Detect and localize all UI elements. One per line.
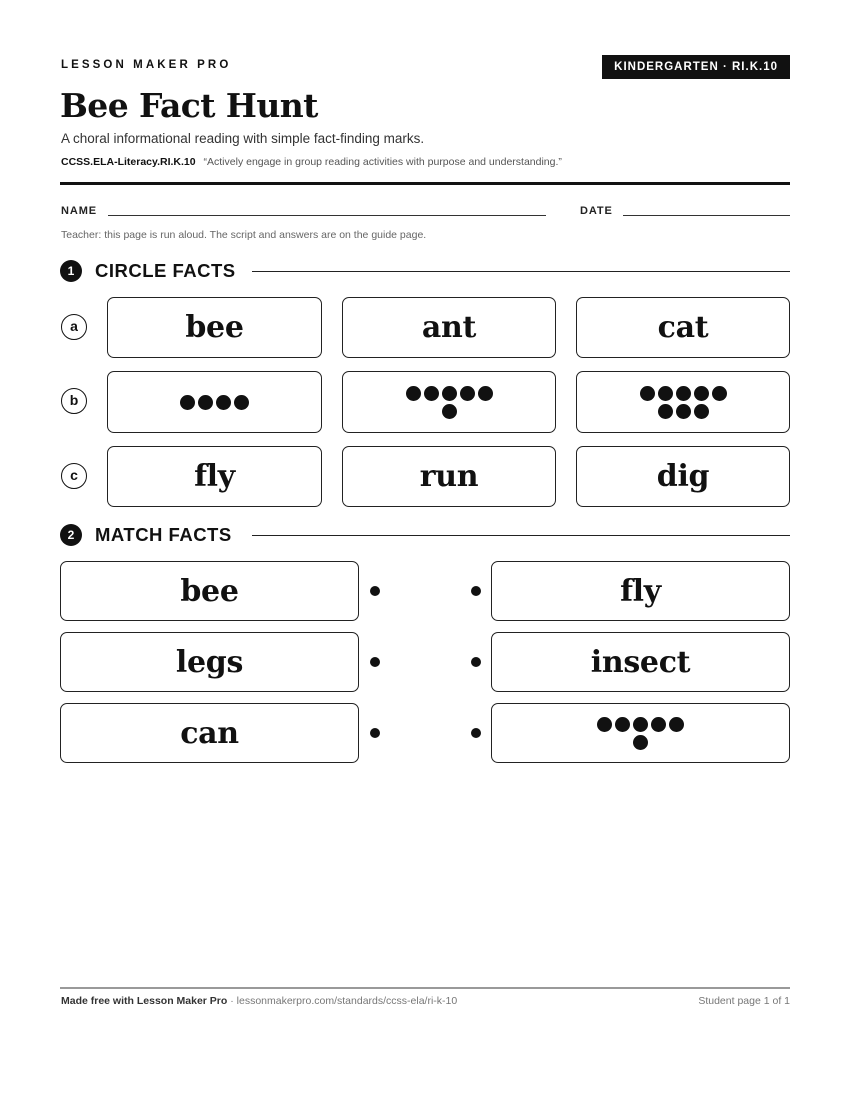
teacher-note: Teacher: this page is run aloud. The script and answers are on the guide page. (61, 229, 427, 241)
count-dot (442, 404, 457, 419)
choice-box[interactable] (107, 371, 322, 433)
count-dot (640, 386, 655, 401)
footer-made-with: Made free with Lesson Maker Pro (61, 995, 228, 1007)
count-dot (694, 386, 709, 401)
choice-word: fly (194, 459, 235, 494)
row-letter-c: c (61, 463, 87, 489)
dot-row (406, 386, 493, 401)
choice-box[interactable] (107, 446, 322, 507)
section-number-badge: 2 (60, 524, 82, 546)
footer-credit (61, 995, 457, 1007)
section-circle-facts-header (60, 259, 790, 283)
section-divider (252, 271, 790, 272)
choice-box[interactable] (107, 297, 322, 358)
count-dot (216, 395, 231, 410)
match-right-box[interactable] (491, 703, 790, 763)
footer-divider (60, 987, 790, 989)
footer-url[interactable]: · lessonmakerpro.com/standards/ccss-ela/ri-k-10 (227, 995, 458, 1007)
count-dot (633, 735, 648, 750)
choice-box[interactable] (342, 371, 556, 433)
section-number-badge: 1 (60, 260, 82, 282)
name-field[interactable] (108, 215, 546, 216)
choice-word: run (419, 459, 479, 494)
count-dot (633, 717, 648, 732)
count-dot (460, 386, 475, 401)
dot-row (180, 395, 249, 410)
count-dot (442, 386, 457, 401)
match-left-dot[interactable] (370, 586, 380, 596)
dot-count (180, 395, 249, 410)
match-right-dot[interactable] (471, 657, 481, 667)
row-letter-a: a (61, 314, 87, 340)
count-dot (694, 404, 709, 419)
footer-page-number: Student page 1 of 1 (698, 995, 790, 1007)
match-left-box[interactable] (60, 561, 359, 621)
grade-badge: KINDERGARTEN · RI.K.10 (602, 55, 790, 79)
count-dot (180, 395, 195, 410)
date-field[interactable] (623, 215, 790, 216)
count-dot (234, 395, 249, 410)
match-right-dot[interactable] (471, 586, 481, 596)
standard-quote: “Actively engage in group reading activities with purpose and understanding.” (203, 156, 562, 168)
count-dot (658, 386, 673, 401)
count-dot (198, 395, 213, 410)
match-right-box[interactable] (491, 632, 790, 692)
choice-box[interactable] (576, 446, 790, 507)
dot-row (640, 386, 727, 401)
header-divider (60, 182, 790, 185)
match-word: bee (180, 573, 239, 609)
row-letter-b: b (61, 388, 87, 414)
dot-count (640, 386, 727, 419)
dot-row (633, 735, 648, 750)
choice-box[interactable] (576, 371, 790, 433)
dot-row (597, 717, 684, 732)
page-title: Bee Fact Hunt (60, 86, 318, 125)
match-right-box[interactable] (491, 561, 790, 621)
choice-box[interactable] (342, 297, 556, 358)
choice-word: ant (421, 310, 477, 345)
choice-box[interactable] (342, 446, 556, 507)
standard-line (61, 156, 562, 168)
choice-word: dig (656, 459, 710, 494)
dot-row (442, 404, 457, 419)
choice-word: cat (657, 310, 709, 345)
count-dot (669, 717, 684, 732)
date-label: DATE (580, 205, 613, 217)
match-left-box[interactable] (60, 703, 359, 763)
match-right-dot[interactable] (471, 728, 481, 738)
count-dot (615, 717, 630, 732)
section-title: MATCH FACTS (95, 524, 232, 545)
page-subtitle: A choral informational reading with simple fact-finding marks. (61, 131, 425, 146)
choice-box[interactable] (576, 297, 790, 358)
match-left-dot[interactable] (370, 728, 380, 738)
count-dot (424, 386, 439, 401)
match-word: legs (175, 644, 244, 680)
count-dot (597, 717, 612, 732)
dot-count (406, 386, 493, 419)
dot-row (658, 404, 709, 419)
count-dot (658, 404, 673, 419)
count-dot (406, 386, 421, 401)
match-word: fly (620, 573, 661, 609)
match-left-box[interactable] (60, 632, 359, 692)
count-dot (478, 386, 493, 401)
count-dot (676, 386, 691, 401)
section-divider (252, 535, 790, 536)
count-dot (712, 386, 727, 401)
choice-word: bee (185, 310, 244, 345)
match-left-dot[interactable] (370, 657, 380, 667)
standard-code: CCSS.ELA-Literacy.RI.K.10 (61, 156, 196, 168)
match-word: insect (590, 644, 691, 680)
section-title: CIRCLE FACTS (95, 260, 236, 281)
name-label: NAME (61, 205, 97, 217)
match-word: can (180, 715, 239, 751)
count-dot (651, 717, 666, 732)
brand-name: LESSON MAKER PRO (61, 59, 232, 71)
count-dot (676, 404, 691, 419)
dot-count (597, 717, 684, 750)
section-match-facts-header (60, 523, 790, 547)
